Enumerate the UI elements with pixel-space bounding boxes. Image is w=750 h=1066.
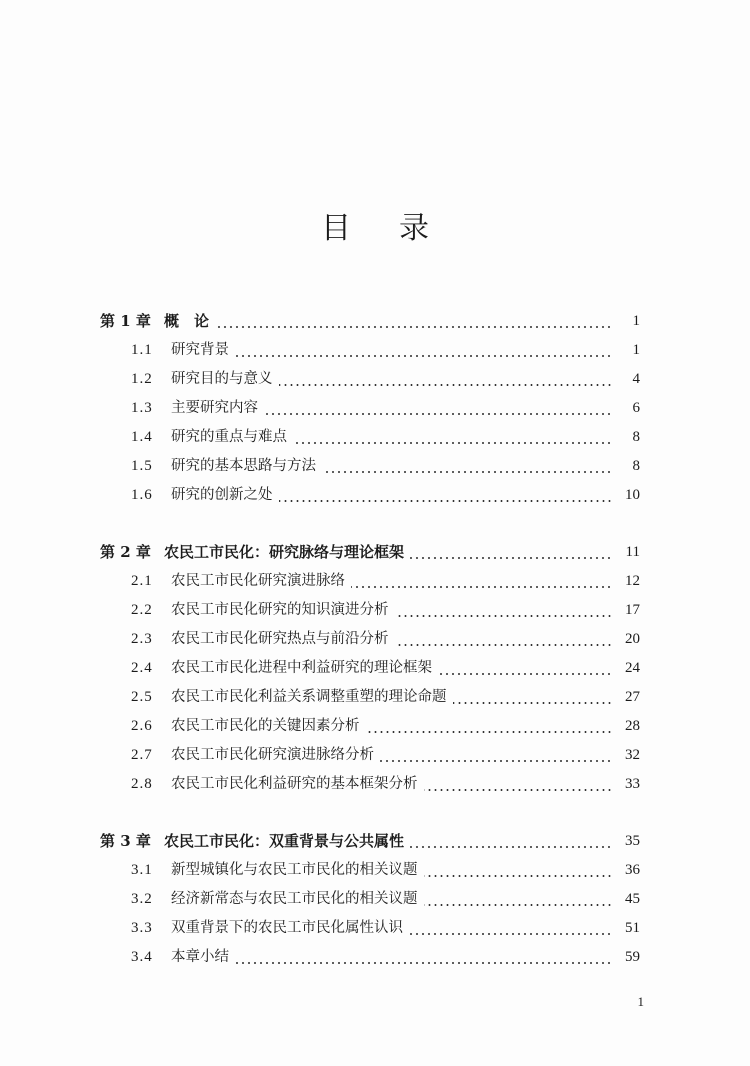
page-ref: 32 (625, 747, 640, 763)
page-ref: 24 (625, 660, 640, 676)
toc-section-row[interactable] (0, 596, 750, 620)
page-ref: 27 (625, 689, 640, 705)
page-ref: 12 (625, 573, 640, 589)
section-number: 1.3 (131, 400, 153, 416)
page-ref: 20 (625, 631, 640, 647)
toc-chapter-row[interactable] (0, 307, 750, 331)
toc-section-row[interactable] (0, 654, 750, 678)
toc-section-row[interactable] (0, 394, 750, 418)
chapter-number: 第 1 章 (100, 312, 151, 330)
dot-leader (409, 918, 612, 938)
dot-leader (366, 716, 613, 736)
section-title: 农民工市民化研究的知识演进分析 (171, 602, 389, 618)
dot-leader (395, 600, 613, 620)
chapter-number: 第 3 章 (100, 832, 151, 850)
dot-leader (424, 860, 613, 880)
section-title: 研究的基本思路与方法 (171, 458, 316, 474)
dot-leader (215, 311, 612, 331)
section-number: 3.1 (131, 862, 153, 878)
section-number: 1.6 (131, 487, 153, 503)
section-number: 2.3 (131, 631, 153, 647)
page-ref: 8 (632, 458, 640, 474)
section-number: 2.7 (131, 747, 153, 763)
section-title: 研究目的与意义 (171, 371, 273, 387)
section-title: 农民工市民化的关键因素分析 (171, 718, 360, 734)
dot-leader (380, 745, 612, 765)
chapter-title: 概 论 (164, 312, 210, 330)
dot-leader (424, 889, 613, 909)
dot-leader (279, 369, 613, 389)
page-ref: 59 (625, 949, 640, 965)
page-ref: 6 (632, 400, 640, 416)
section-title: 农民工市民化利益关系调整重塑的理论命题 (171, 689, 447, 705)
page-ref: 8 (632, 429, 640, 445)
page-ref: 35 (625, 833, 640, 849)
toc-section-row[interactable] (0, 567, 750, 591)
toc-section-row[interactable] (0, 770, 750, 794)
section-number: 2.1 (131, 573, 153, 589)
section-number: 1.5 (131, 458, 153, 474)
section-title: 农民工市民化进程中利益研究的理论框架 (171, 660, 432, 676)
page-ref: 1 (632, 342, 640, 358)
section-number: 1.1 (131, 342, 153, 358)
dot-leader (453, 687, 613, 707)
toc-chapter-row[interactable] (0, 827, 750, 851)
toc-chapter-row[interactable] (0, 538, 750, 562)
section-title: 农民工市民化研究演进脉络分析 (171, 747, 374, 763)
section-number: 2.2 (131, 602, 153, 618)
toc-section-row[interactable] (0, 452, 750, 476)
page-number: 1 (637, 994, 644, 1009)
dot-leader (235, 947, 612, 967)
section-title: 本章小结 (171, 949, 229, 965)
dot-leader (395, 629, 613, 649)
section-title: 经济新常态与农民工市民化的相关议题 (171, 891, 418, 907)
section-title: 农民工市民化利益研究的基本框架分析 (171, 776, 418, 792)
toc-section-row[interactable] (0, 712, 750, 736)
section-title: 双重背景下的农民工市民化属性认识 (171, 920, 403, 936)
page-ref: 51 (625, 920, 640, 936)
page-ref: 17 (625, 602, 640, 618)
page-ref: 36 (625, 862, 640, 878)
section-title: 农民工市民化研究热点与前沿分析 (171, 631, 389, 647)
section-title: 农民工市民化研究演进脉络 (171, 573, 345, 589)
page-ref: 1 (632, 313, 640, 329)
dot-leader (438, 658, 612, 678)
dot-leader (410, 831, 612, 851)
section-number: 3.4 (131, 949, 153, 965)
dot-leader (322, 456, 612, 476)
section-number: 2.8 (131, 776, 153, 792)
section-title: 研究的创新之处 (171, 487, 273, 503)
page-ref: 10 (625, 487, 640, 503)
page-ref: 45 (625, 891, 640, 907)
section-number: 2.4 (131, 660, 153, 676)
toc-section-row[interactable] (0, 683, 750, 707)
toc-section-row[interactable] (0, 423, 750, 447)
section-title: 新型城镇化与农民工市民化的相关议题 (171, 862, 418, 878)
section-title: 主要研究内容 (171, 400, 258, 416)
dot-leader (351, 571, 612, 591)
chapter-title: 农民工市民化：研究脉络与理论框架 (164, 543, 405, 561)
section-number: 2.5 (131, 689, 153, 705)
toc-section-row[interactable] (0, 336, 750, 360)
section-number: 3.3 (131, 920, 153, 936)
section-number: 1.4 (131, 429, 153, 445)
chapter-title: 农民工市民化：双重背景与公共属性 (164, 832, 405, 850)
toc-section-row[interactable] (0, 625, 750, 649)
dot-leader (424, 774, 613, 794)
dot-leader (293, 427, 612, 447)
dot-leader (279, 485, 613, 505)
section-number: 2.6 (131, 718, 153, 734)
toc-section-row[interactable] (0, 914, 750, 938)
section-title: 研究背景 (171, 342, 229, 358)
toc-section-row[interactable] (0, 856, 750, 880)
page-ref: 28 (625, 718, 640, 734)
toc-section-row[interactable] (0, 885, 750, 909)
dot-leader (235, 340, 612, 360)
chapter-number: 第 2 章 (100, 543, 151, 561)
page-ref: 4 (632, 371, 640, 387)
toc-section-row[interactable] (0, 741, 750, 765)
page-title: 目录 (321, 211, 477, 246)
toc-section-row[interactable] (0, 481, 750, 505)
page-ref: 11 (625, 544, 640, 560)
dot-leader (410, 542, 612, 562)
toc-section-row[interactable] (0, 365, 750, 389)
page-ref: 33 (625, 776, 640, 792)
section-number: 3.2 (131, 891, 153, 907)
toc-section-row[interactable] (0, 943, 750, 967)
dot-leader (264, 398, 612, 418)
section-title: 研究的重点与难点 (171, 429, 287, 445)
section-number: 1.2 (131, 371, 153, 387)
